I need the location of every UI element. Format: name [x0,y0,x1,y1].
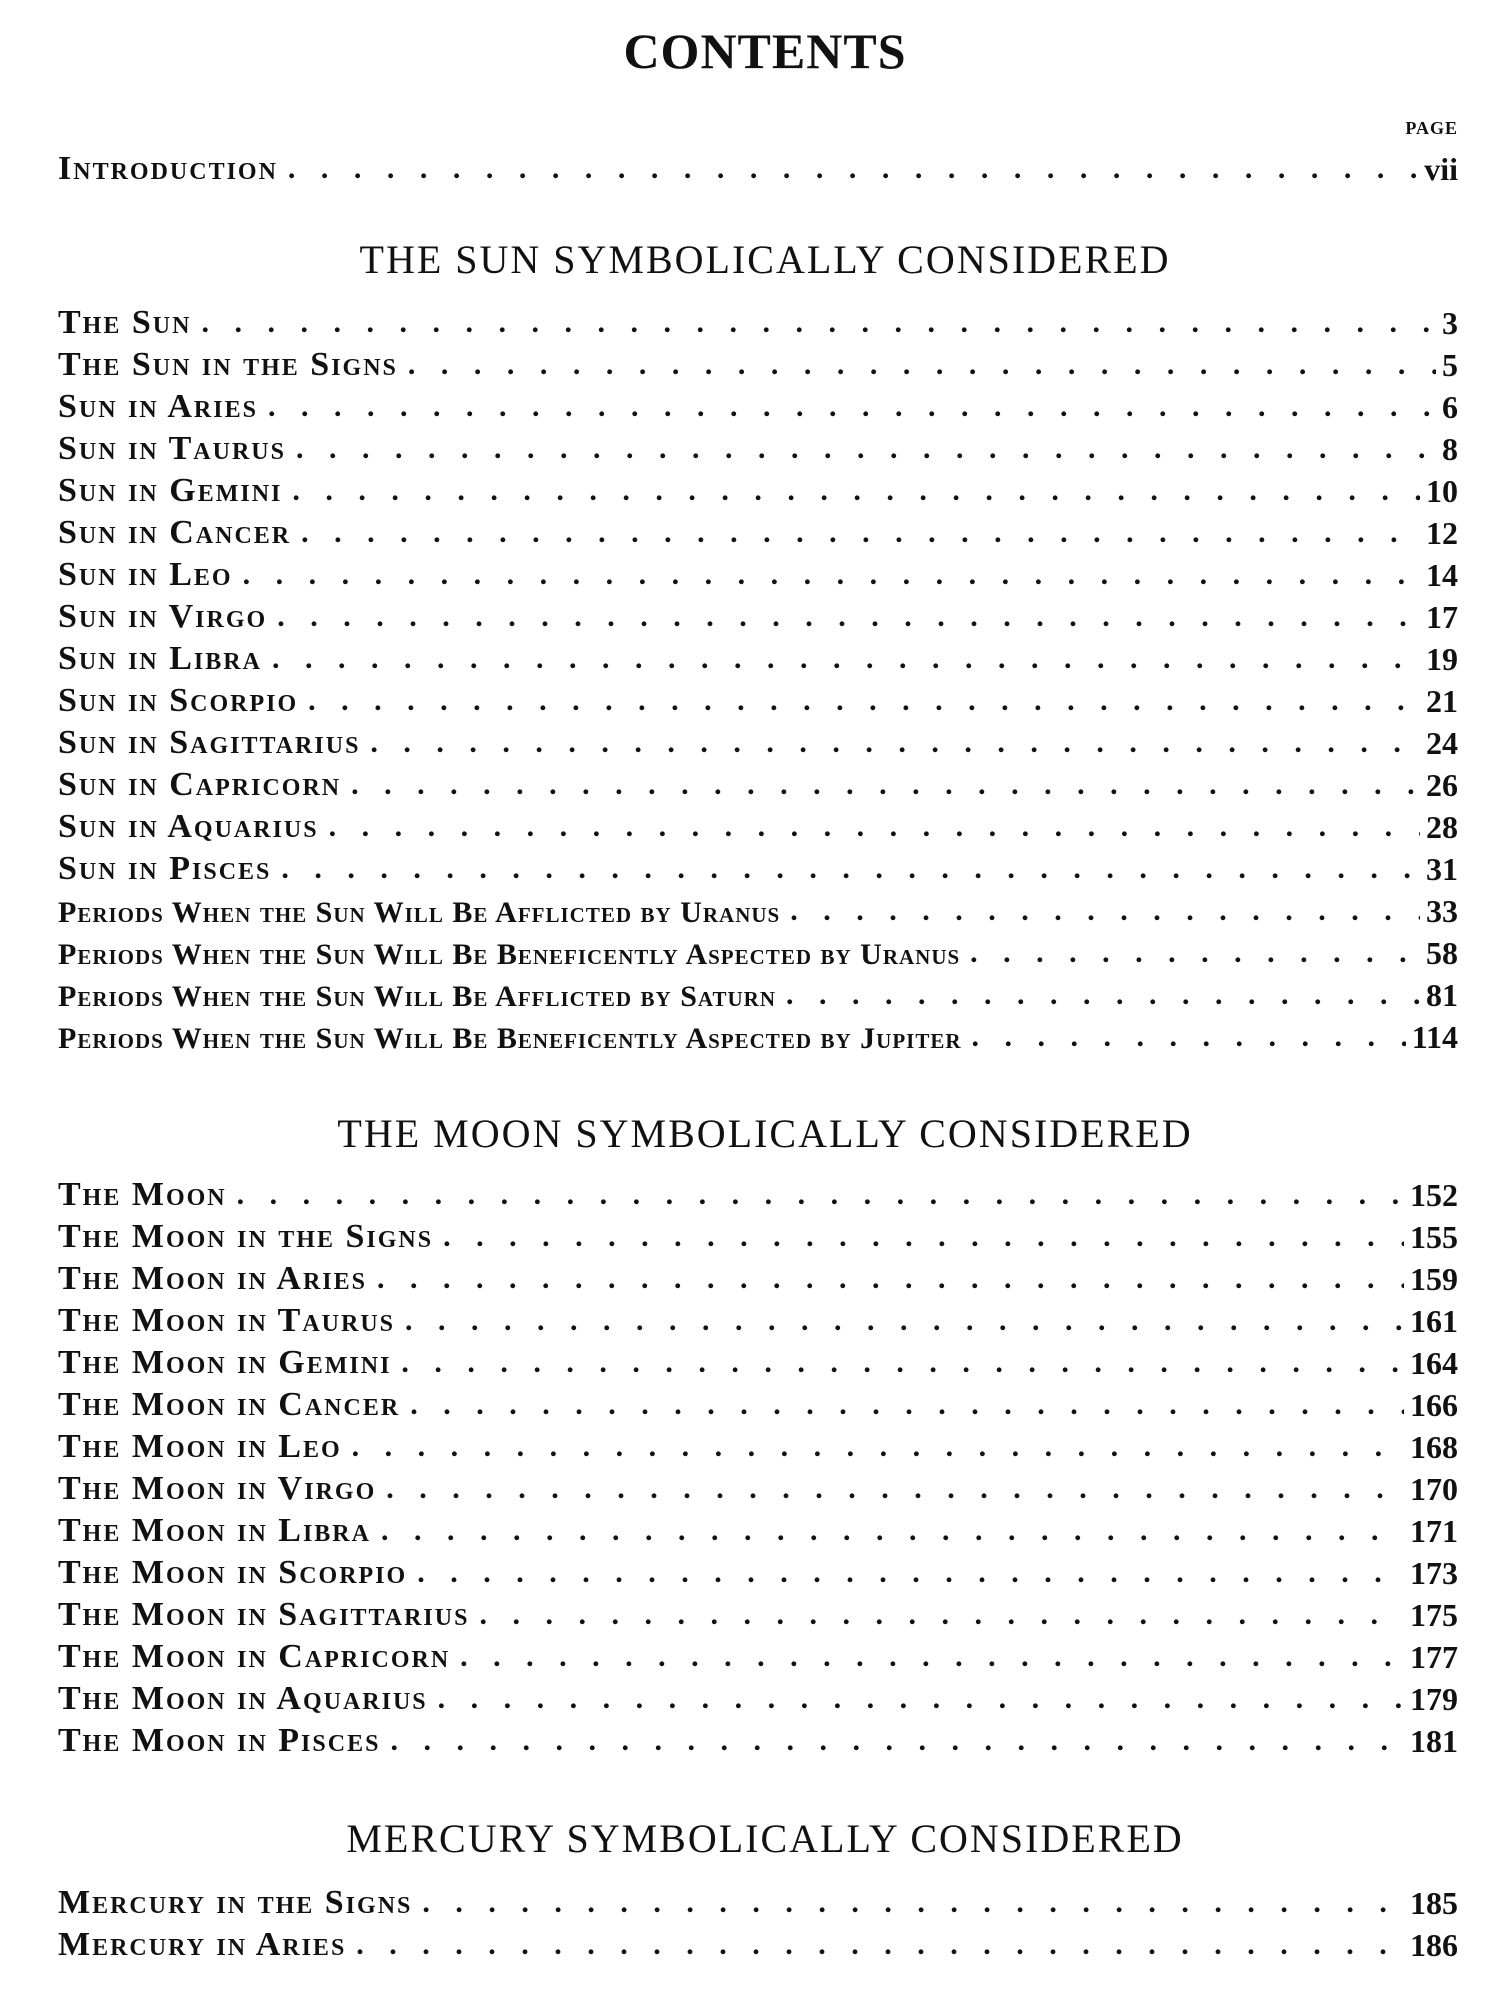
toc-entry[interactable] [58,1214,1458,1256]
toc-entry-page: 181 [1410,1723,1458,1759]
toc-entry[interactable] [58,804,1458,846]
toc-entry-page: 12 [1426,515,1458,551]
toc-entry[interactable] [58,552,1458,594]
toc-entry-label: Mercury in the Signs [58,1884,413,1921]
toc-entry-page: 152 [1410,1177,1458,1213]
dot-leader [790,896,1420,930]
toc-entry-label: Sun in Cancer [58,514,292,551]
toc-entry-label: Sun in Aquarius [58,808,319,845]
toc-entry-label: Sun in Pisces [58,850,272,887]
toc-entry-label: The Moon in Libra [58,1512,371,1549]
dot-leader [401,1348,1404,1382]
toc-entry[interactable] [58,888,1458,930]
toc-entry-page: 185 [1410,1885,1458,1921]
toc-entry[interactable] [58,1676,1458,1718]
toc-entry-label: The Moon in Capricorn [58,1638,451,1675]
page-column-label: PAGE [1405,118,1458,138]
dot-leader [422,1888,1404,1922]
toc-entry-label: The Moon in Taurus [58,1302,396,1339]
toc-entry[interactable] [58,1466,1458,1508]
dot-leader [370,728,1420,762]
toc-entry-page: 21 [1426,683,1458,719]
toc-entry[interactable] [58,678,1458,720]
toc-entry[interactable] [58,636,1458,678]
toc-entry-label: Sun in Aries [58,388,258,425]
dot-leader [356,1930,1404,1964]
dot-leader [479,1600,1404,1634]
toc-entry-label: Periods When the Sun Will Be Afflicted by Saturn [58,980,776,1013]
toc-entry-label: The Moon in Aquarius [58,1680,428,1717]
toc-entry-page: 161 [1410,1303,1458,1339]
dot-leader [386,1474,1404,1508]
toc-entry-page: 26 [1426,767,1458,803]
toc-entry-page: 179 [1410,1681,1458,1717]
toc-entry-page: 177 [1410,1639,1458,1675]
toc-entry[interactable] [58,930,1458,972]
toc-entry[interactable] [58,1718,1458,1760]
toc-entry[interactable] [58,426,1458,468]
toc-entry-label: The Moon in Pisces [58,1722,381,1759]
toc-entry-page: 171 [1410,1513,1458,1549]
dot-leader [329,812,1420,846]
toc-entry-page: 17 [1426,599,1458,635]
toc-entry[interactable] [58,972,1458,1014]
toc-entry-label: The Moon in the Signs [58,1218,434,1255]
page-title: CONTENTS [623,23,907,79]
toc-entry-label: The Sun [58,304,192,341]
toc-entry-label: Periods When the Sun Will Be Afflicted by Uranus [58,896,781,929]
toc-entry-label: The Moon [58,1176,227,1213]
toc-entry[interactable] [58,1880,1458,1922]
dot-leader [410,1390,1404,1424]
section-heading-moon: THE MOON SYMBOLICALLY CONSIDERED [337,1111,1193,1156]
toc-entry-page: 175 [1410,1597,1458,1633]
toc-entry-page: 164 [1410,1345,1458,1381]
toc-entry-label: Mercury in Aries [58,1926,347,1963]
dot-leader [381,1516,1404,1550]
toc-entry[interactable] [58,1256,1458,1298]
dot-leader [351,770,1420,804]
toc-entry-page: 170 [1410,1471,1458,1507]
toc-entry-page: 10 [1426,473,1458,509]
dot-leader [288,154,1418,188]
toc-entry[interactable] [58,846,1458,888]
toc-entry-page: 5 [1442,347,1458,383]
toc-entry-page: 186 [1410,1927,1458,1963]
toc-entry-page: vii [1424,151,1458,187]
toc-entry[interactable] [58,720,1458,762]
dot-leader [296,434,1436,468]
section-heading-sun: THE SUN SYMBOLICALLY CONSIDERED [359,237,1171,282]
toc-entry[interactable] [58,1340,1458,1382]
toc-entry-label: Introduction [58,150,278,187]
dot-leader [308,686,1420,720]
toc-entry-label: The Moon in Virgo [58,1470,377,1507]
toc-entry-page: 14 [1426,557,1458,593]
toc-entry[interactable] [58,300,1458,342]
toc-entry-page: 166 [1410,1387,1458,1423]
toc-entry-label: Sun in Sagittarius [58,724,361,761]
dot-leader [292,476,1420,510]
toc-entry[interactable] [58,1014,1458,1056]
dot-leader [443,1222,1404,1256]
toc-entry-label: The Moon in Scorpio [58,1554,408,1591]
dot-leader [390,1726,1404,1760]
toc-entry-page: 28 [1426,809,1458,845]
dot-leader [281,854,1420,888]
dot-leader [272,644,1420,678]
toc-entry[interactable] [58,1592,1458,1634]
toc-entry-label: The Moon in Sagittarius [58,1596,470,1633]
toc-entry[interactable] [58,384,1458,426]
toc-entry[interactable] [58,762,1458,804]
toc-entry-label: The Moon in Leo [58,1428,342,1465]
toc-entry-page: 168 [1410,1429,1458,1465]
dot-leader [970,938,1420,972]
toc-entry[interactable] [58,1424,1458,1466]
dot-leader [438,1684,1404,1718]
toc-entry[interactable] [58,1508,1458,1550]
toc-entry-label: Sun in Virgo [58,598,268,635]
toc-entry-page: 58 [1426,935,1458,971]
toc-entry[interactable] [58,1922,1458,1964]
toc-entry-label: The Sun in the Signs [58,346,398,383]
toc-entry-page: 31 [1426,851,1458,887]
toc-entry-page: 19 [1426,641,1458,677]
toc-entry-page: 114 [1411,1019,1458,1055]
toc-entry-page: 81 [1426,977,1458,1013]
toc-entry-label: Sun in Leo [58,556,233,593]
toc-entry[interactable] [58,1382,1458,1424]
toc-entry-introduction[interactable] [58,146,1458,188]
toc-entry-page: 6 [1442,389,1458,425]
toc-entry[interactable] [58,1634,1458,1676]
dot-leader [201,308,1436,342]
toc-entry-label: The Moon in Cancer [58,1386,401,1423]
toc-entry-label: The Moon in Aries [58,1260,367,1297]
toc-entry-page: 8 [1442,431,1458,467]
toc-entry-page: 24 [1426,725,1458,761]
toc-entry-label: Sun in Taurus [58,430,286,467]
toc-entry-label: Sun in Gemini [58,472,283,509]
toc-entry-label: Periods When the Sun Will Be Beneficently Aspected by Uranus [58,938,961,971]
dot-leader [277,602,1420,636]
dot-leader [352,1432,1404,1466]
section-heading-mercury: MERCURY SYMBOLICALLY CONSIDERED [346,1816,1184,1861]
dot-leader [972,1022,1406,1056]
toc-entry-page: 3 [1442,305,1458,341]
toc-entry[interactable] [58,342,1458,384]
toc-entry[interactable] [58,468,1458,510]
toc-entry[interactable] [58,1172,1458,1214]
dot-leader [408,350,1436,384]
toc-entry-label: The Moon in Gemini [58,1344,392,1381]
toc-entry-label: Periods When the Sun Will Be Beneficently Aspected by Jupiter [58,1022,962,1055]
toc-entry[interactable] [58,1550,1458,1592]
dot-leader [460,1642,1404,1676]
toc-entry-page: 33 [1426,893,1458,929]
dot-leader [377,1264,1404,1298]
toc-entry[interactable] [58,594,1458,636]
dot-leader [301,518,1420,552]
toc-entry-label: Sun in Capricorn [58,766,342,803]
dot-leader [786,980,1420,1014]
dot-leader [243,560,1420,594]
toc-entry-label: Sun in Libra [58,640,262,677]
toc-entry-page: 155 [1410,1219,1458,1255]
dot-leader [405,1306,1404,1340]
toc-entry[interactable] [58,1298,1458,1340]
toc-entry-page: 159 [1410,1261,1458,1297]
dot-leader [237,1180,1404,1214]
dot-leader [417,1558,1404,1592]
dot-leader [268,392,1436,426]
toc-entry-label: Sun in Scorpio [58,682,299,719]
toc-entry[interactable] [58,510,1458,552]
toc-entry-page: 173 [1410,1555,1458,1591]
